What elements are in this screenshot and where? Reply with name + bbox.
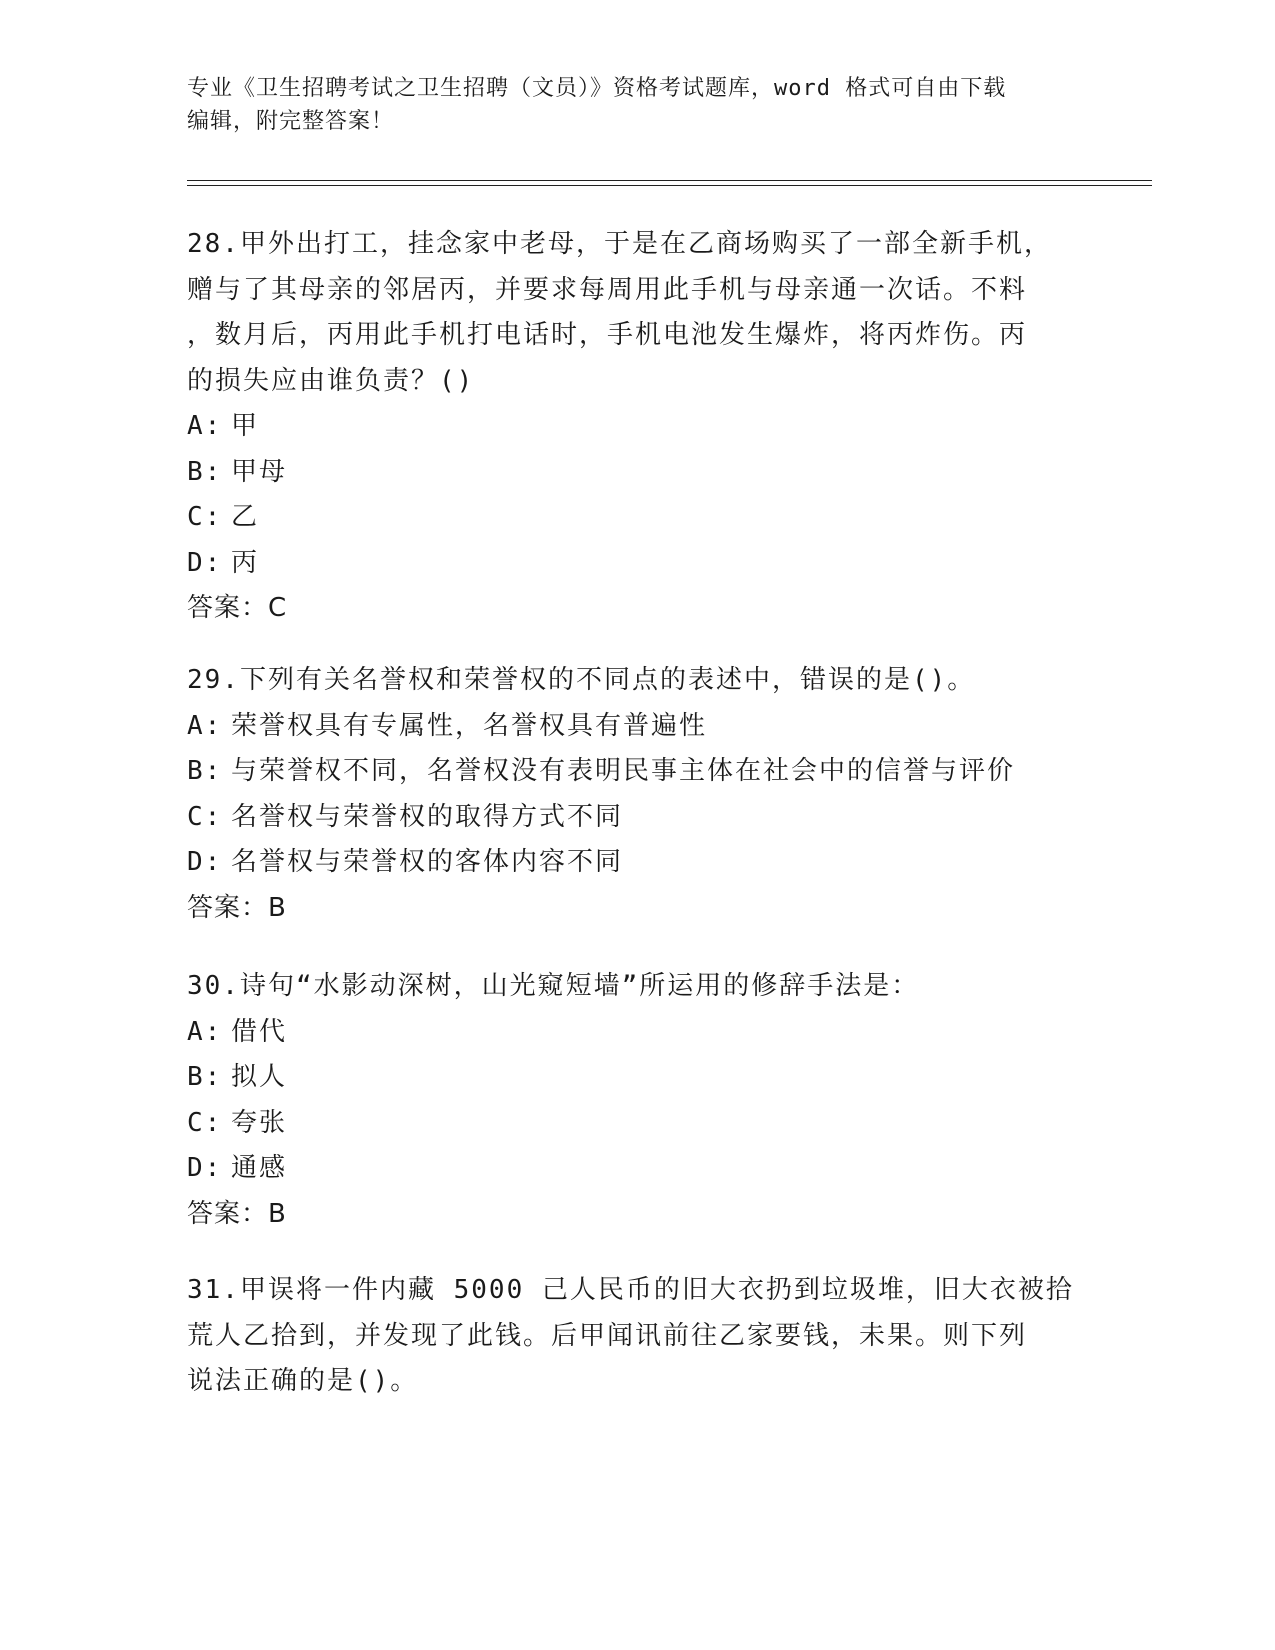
header-line-1: 专业《卫生招聘考试之卫生招聘（文员）》资格考试题库，word 格式可自由下载 (187, 76, 1007, 101)
option-label: C: (187, 801, 223, 832)
option-text: 通感 (231, 1153, 288, 1183)
header-divider-top (187, 180, 1152, 181)
option-b (187, 749, 1087, 795)
option-a (187, 704, 1087, 750)
option-label: D: (187, 847, 223, 877)
option-text: 与荣誉权不同，名誉权没有表明民事主体在社会中的信誉与评价 (231, 756, 1016, 786)
option-a (187, 1010, 1087, 1056)
option-text: 拟人 (231, 1062, 288, 1092)
answer-line: 答案：B (187, 892, 287, 923)
option-text: 丙 (231, 547, 260, 578)
option-text: 乙 (231, 502, 260, 532)
document-header (187, 72, 1087, 138)
option-label: C: (187, 502, 223, 532)
option-d (187, 1146, 1087, 1192)
option-label: A: (187, 411, 223, 441)
question-stem-line: ，数月后，丙用此手机打电话时，手机电池发生爆炸，将丙炸伤。丙 (187, 320, 1028, 350)
question-30 (187, 964, 1087, 1237)
question-stem (187, 1268, 1087, 1405)
header-divider-bottom (187, 185, 1152, 186)
option-c (187, 495, 1087, 541)
option-text: 名誉权与荣誉权的客体内容不同 (231, 847, 624, 877)
option-b (187, 1055, 1087, 1101)
option-c (187, 1101, 1087, 1147)
option-d (187, 840, 1087, 886)
question-stem-line: 赠与了其母亲的邻居丙，并要求每周用此手机与母亲通一次话。不料 (187, 274, 1028, 305)
option-label: A: (187, 710, 223, 741)
option-label: A: (187, 1016, 223, 1047)
question-stem-line: 的损失应由谁负责？() (187, 365, 475, 396)
question-stem-line: 28.甲外出打工，挂念家中老母，于是在乙商场购买了一部全新手机， (187, 229, 1052, 259)
option-text: 甲母 (231, 456, 288, 487)
question-stem (187, 222, 1087, 404)
option-d (187, 541, 1087, 587)
question-29 (187, 658, 1087, 931)
option-label: B: (187, 1062, 223, 1092)
option-a (187, 404, 1087, 450)
answer-line: 答案：C (187, 593, 288, 623)
option-c (187, 795, 1087, 841)
question-stem (187, 658, 1087, 704)
question-31 (187, 1268, 1087, 1405)
option-text: 荣誉权具有专属性，名誉权具有普遍性 (231, 710, 708, 741)
option-text: 借代 (231, 1016, 288, 1047)
question-stem-line: 30.诗句“水影动深树，山光窥短墙”所运用的修辞手法是： (187, 971, 920, 1001)
answer-line: 答案：B (187, 1198, 287, 1229)
option-b (187, 450, 1087, 496)
question-stem-line: 31.甲误将一件内藏 5000 己人民币的旧大衣扔到垃圾堆，旧大衣被拾 (187, 1275, 1074, 1305)
option-label: C: (187, 1107, 223, 1138)
option-label: B: (187, 756, 223, 786)
option-text: 名誉权与荣誉权的取得方式不同 (231, 801, 624, 832)
question-stem-line: 荒人乙拾到，并发现了此钱。后甲闻讯前往乙家要钱，未果。则下列 (187, 1320, 1028, 1351)
option-label: B: (187, 456, 223, 487)
question-stem-line: 29.下列有关名誉权和荣誉权的不同点的表述中，错误的是()。 (187, 665, 976, 695)
option-text: 夸张 (231, 1107, 288, 1138)
option-label: D: (187, 547, 223, 578)
option-text: 甲 (231, 411, 260, 441)
question-stem-line: 说法正确的是()。 (187, 1366, 419, 1396)
header-line-2: 编辑，附完整答案！ (187, 109, 395, 134)
question-stem (187, 964, 1087, 1010)
option-label: D: (187, 1153, 223, 1183)
question-28 (187, 222, 1087, 632)
